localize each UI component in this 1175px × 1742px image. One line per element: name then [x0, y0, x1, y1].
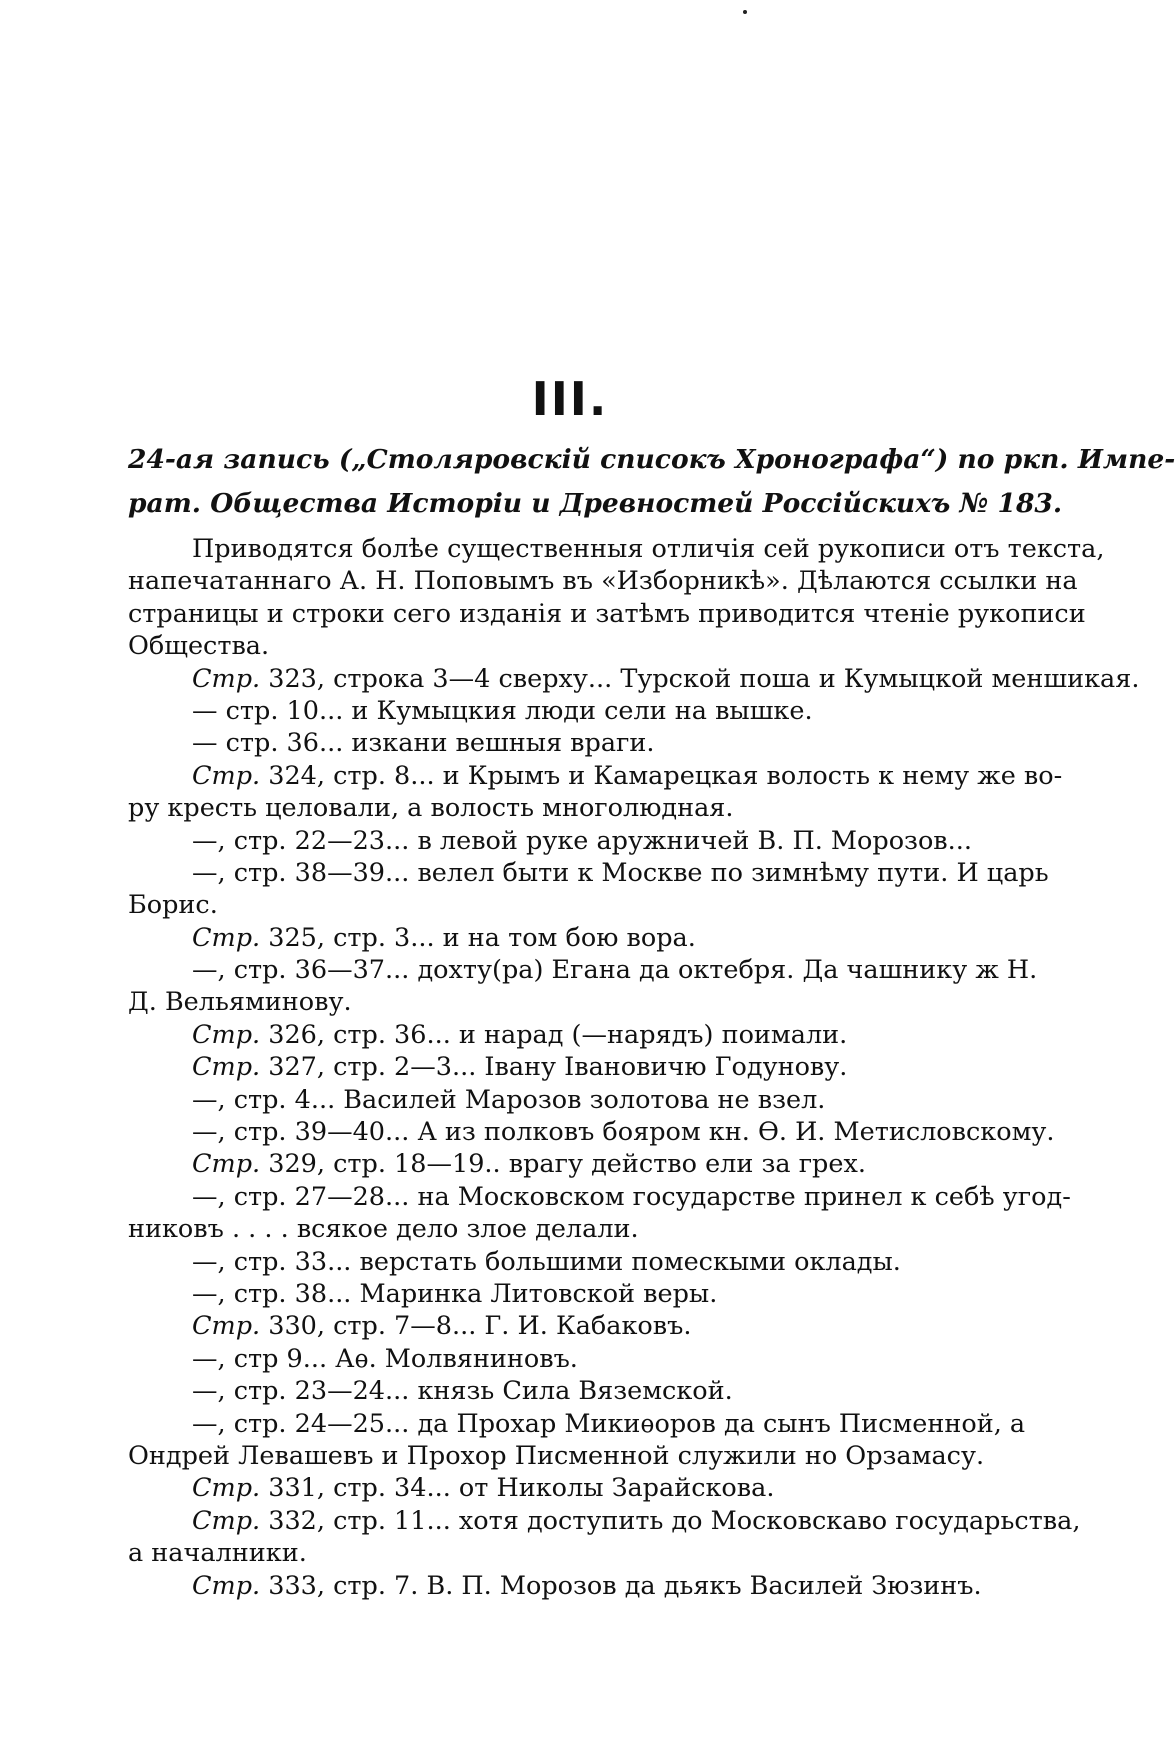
page-ref-label: Стр. [192, 1052, 261, 1083]
entry-text: —, стр. 38... Маринка Литовской веры. [192, 1278, 718, 1309]
entry-text: 326, стр. 36... и нарад (—нарядъ) поимали. [260, 1019, 848, 1050]
entry-text: —, стр. 33... верстать большими помескыми оклады. [192, 1246, 901, 1277]
page-ref-label: Стр. [192, 663, 261, 694]
entry-line [128, 727, 992, 759]
entry-text: —, стр. 23—24... князь Сила Вяземской. [192, 1376, 733, 1407]
entry-line [128, 1505, 1081, 1537]
entry-text: 324, стр. 8... и Крымъ и Камарецкая волость к нему же во- [260, 760, 1063, 791]
entry-line [128, 857, 1049, 889]
entry-continuation-line [128, 889, 992, 921]
entry-text: 323, строка 3—4 сверху... Турской поша и Кумыцкой меншикая. [260, 663, 1140, 694]
entry-line [128, 1116, 1055, 1148]
entry-continuation-line [128, 1440, 992, 1472]
entry-line [128, 1570, 992, 1602]
heading-line: 24-ая запись („Столяровскій списокъ Хронографа“) по ркп. Импе- [128, 444, 1175, 475]
entry-text: 332, стр. 11... хотя доступить до Московскаво государьства, [260, 1505, 1081, 1536]
entry-line [128, 1181, 1071, 1213]
intro-line: Приводятся болѣе существенныя отличія сей рукописи отъ текста, [192, 534, 1105, 564]
entry-text: —, стр. 36—37... дохту(ра) Егана да октебря. Да чашнику ж Н. [192, 955, 1038, 986]
entry-line [128, 663, 1140, 695]
chapter-number: III. [531, 372, 609, 426]
heading-line: рат. Общества Исторіи и Древностей Россійскихъ № 183. [128, 488, 1063, 519]
section-heading [128, 438, 1175, 526]
entry-line [128, 954, 1038, 986]
page-ref-label: Стр. [192, 1570, 261, 1601]
entry-text: —, стр. 39—40... А из полковъ бояром кн. Ѳ. И. Метисловскому. [192, 1117, 1055, 1148]
entry-text: —, стр. 4... Василей Марозов золотова не взел. [192, 1084, 826, 1115]
page-ref-label: Стр. [192, 760, 261, 791]
entry-text: 327, стр. 2—3... Івану Івановичю Годунову. [260, 1052, 848, 1083]
entry-line [128, 1343, 992, 1375]
intro-line: страницы и строки сего изданія и затѣмъ приводится чтеніе рукописи [128, 598, 1086, 629]
entry-text: 330, стр. 7—8... Г. И. Кабаковъ. [260, 1311, 692, 1342]
entry-text: Борис. [128, 890, 218, 921]
entry-text: —, стр. 22—23... в левой руке аружничей В. П. Морозов... [192, 825, 972, 856]
entry-continuation-line [128, 1537, 992, 1569]
entry-text: Ондрей Левашевъ и Прохор Писменной служили но Орзамасу. [128, 1440, 985, 1471]
intro-line: Общества. [128, 631, 270, 662]
text-body [128, 533, 1140, 1602]
entry-text: —, стр 9... Аѳ. Молвяниновъ. [192, 1343, 578, 1374]
entry-text: 331, стр. 34... от Николы Зарайскова. [260, 1473, 775, 1504]
entry-continuation-line [128, 986, 992, 1018]
entry-line [128, 825, 992, 857]
entry-continuation-line [128, 1213, 992, 1245]
entry-line [128, 695, 992, 727]
entry-continuation-line [128, 792, 992, 824]
entry-text: —, стр. 38—39... велел быти к Москве по зимнѣму пути. И царь [192, 857, 1049, 888]
entry-line [128, 1019, 992, 1051]
entry-text: Д. Вельяминову. [128, 987, 352, 1018]
page-ref-label: Стр. [192, 1311, 261, 1342]
page-ref-label: Стр. [192, 1473, 261, 1504]
page-speck [743, 10, 747, 14]
entry-text: никовъ . . . . всякое дело злое делали. [128, 1214, 639, 1245]
page-ref-label: Стр. [192, 1505, 261, 1536]
entry-text: 325, стр. 3... и на том бою вора. [260, 922, 696, 953]
entry-text: а началники. [128, 1538, 307, 1569]
entry-line [128, 1408, 1026, 1440]
entry-line [128, 922, 992, 954]
entry-line [128, 1472, 992, 1504]
entry-text: ру кресть целовали, а волость многолюдная. [128, 793, 734, 824]
entry-line [128, 760, 1063, 792]
entry-line [128, 1051, 992, 1083]
entry-line [128, 1084, 992, 1116]
entry-text: 333, стр. 7. В. П. Морозов да дьякъ Василей Зюзинъ. [260, 1570, 982, 1601]
entry-line [128, 1148, 992, 1180]
intro-line: напечатаннаго А. Н. Поповымъ въ «Изборникѣ». Дѣлаются ссылки на [128, 566, 1078, 597]
page-ref-label: Стр. [192, 1019, 261, 1050]
page-ref-label: Стр. [192, 1149, 261, 1180]
entry-line [128, 1310, 992, 1342]
entry-text: —, стр. 24—25... да Прохар Микиѳоров да сынъ Писменной, а [192, 1408, 1026, 1439]
entry-line [128, 1246, 992, 1278]
entry-text: — стр. 10... и Кумыцкия люди сели на вышке. [192, 695, 813, 726]
entry-line [128, 1278, 992, 1310]
entry-text: — стр. 36... изкани вешныя враги. [192, 728, 655, 759]
entry-text: —, стр. 27—28... на Московском государстве принел к себѣ угод- [192, 1181, 1071, 1212]
entry-line [128, 1375, 992, 1407]
entry-text: 329, стр. 18—19.. врагу действо ели за грех. [260, 1149, 866, 1180]
page-ref-label: Стр. [192, 922, 261, 953]
